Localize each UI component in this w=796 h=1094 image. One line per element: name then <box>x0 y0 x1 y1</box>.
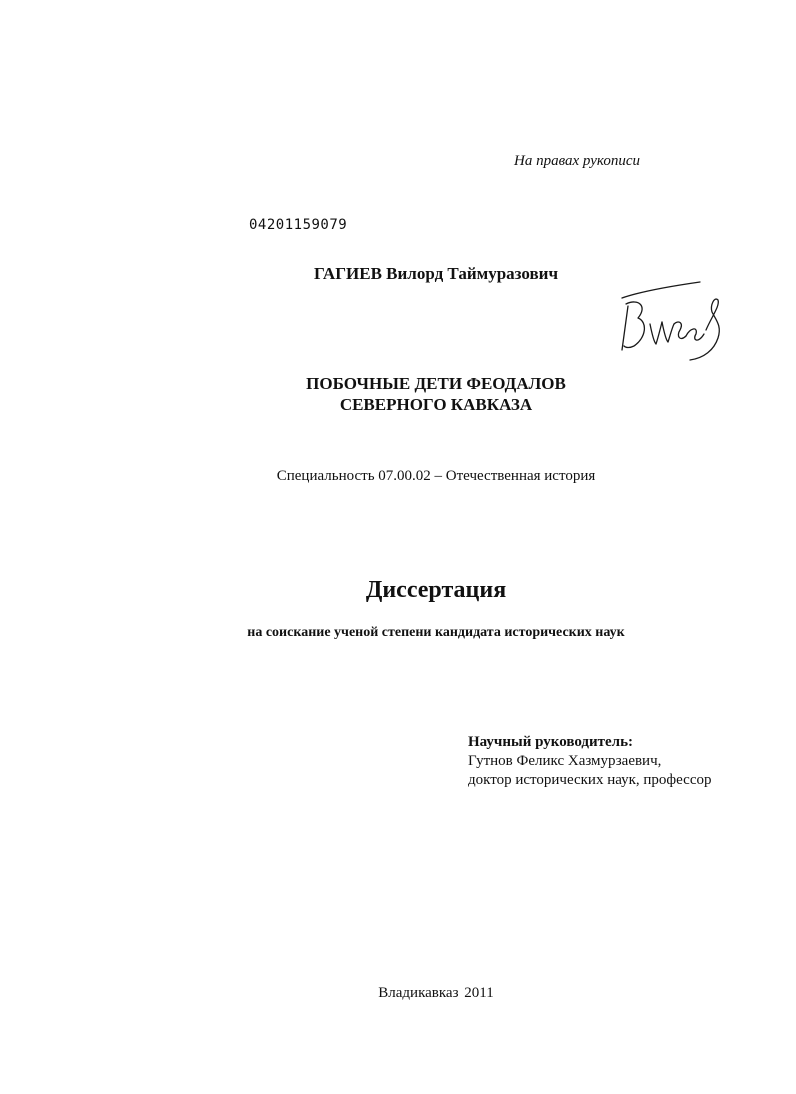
handwritten-signature <box>612 276 736 368</box>
supervisor-credentials: доктор исторических наук, профессор <box>468 772 712 788</box>
title-line-1: ПОБОЧНЫЕ ДЕТИ ФЕОДАЛОВ <box>306 374 566 393</box>
specialty-line: Специальность 07.00.02 – Отечественная история <box>276 468 596 484</box>
supervisor-name: Гутнов Феликс Хазмурзаевич, <box>468 753 662 769</box>
title-line-2: СЕВЕРНОГО КАВКАЗА <box>339 395 533 414</box>
place-and-year <box>0 985 796 1002</box>
rights-note: На правах рукописи <box>514 153 640 169</box>
supervisor-label: Научный руководитель: <box>468 734 633 750</box>
footer-year: 2011 <box>464 985 494 1001</box>
supervisor-block <box>468 733 712 790</box>
footer-city: Владикавказ <box>378 985 459 1001</box>
dissertation-title <box>0 373 796 415</box>
degree-line: на соискание ученой степени кандидата исторических наук <box>247 625 625 640</box>
document-type-heading: Диссертация <box>365 577 507 603</box>
author-name: ГАГИЕВ Вилорд Таймуразович <box>313 264 559 283</box>
catalog-number: 04201159079 <box>249 217 348 233</box>
